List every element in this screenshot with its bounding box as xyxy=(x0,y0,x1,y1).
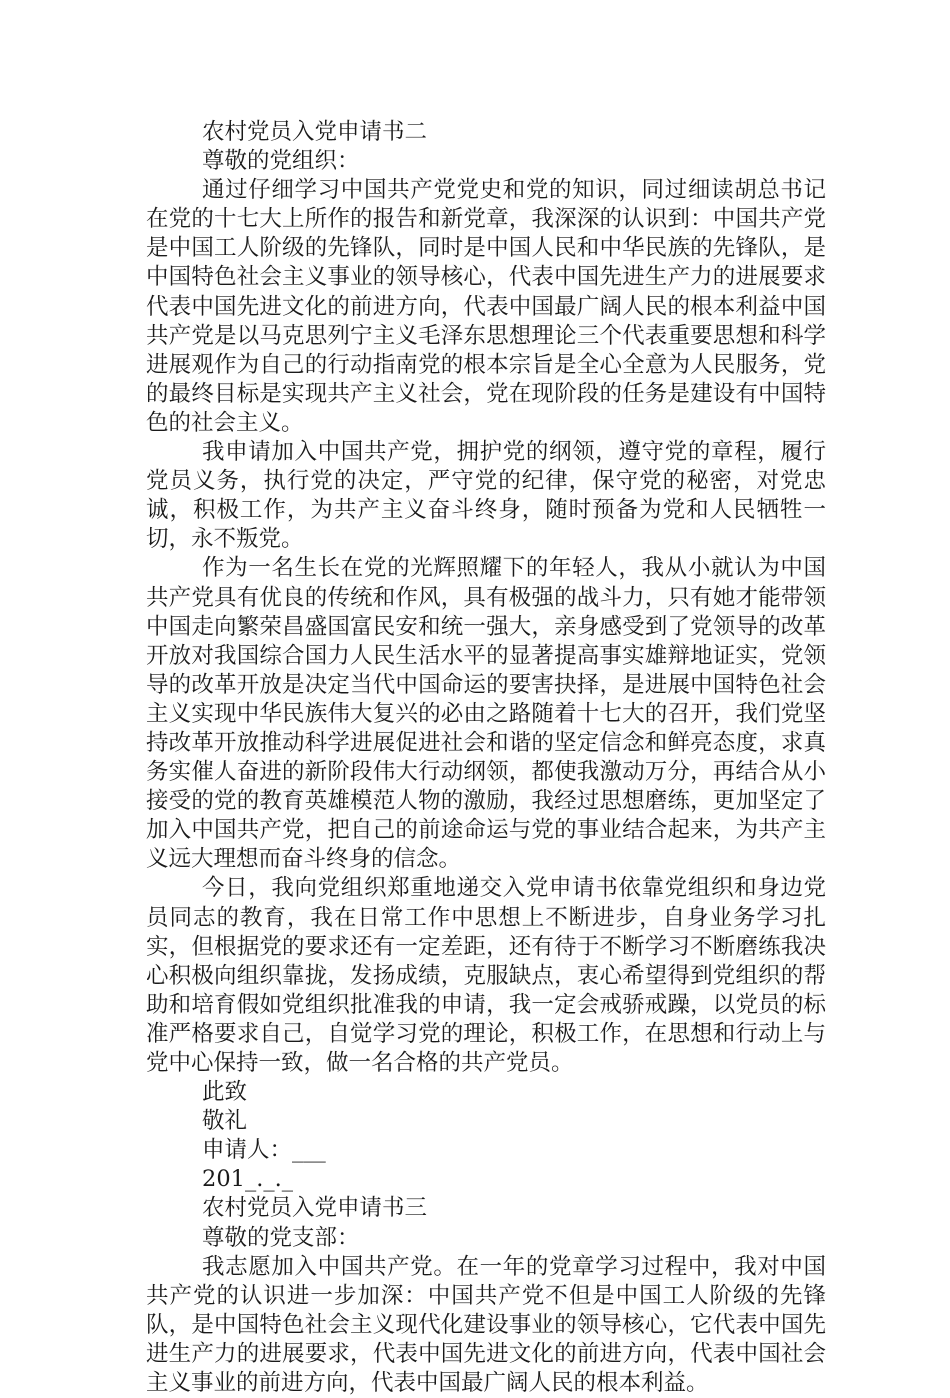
paragraph: 我志愿加入中国共产党。在一年的党章学习过程中，我对中国共产党的认识进一步加深：中国共产党不但是中国工人阶级的先锋队，是中国特色社会主义现代化建设事业的领导核心，它代表中国先进生产力的进展要求，代表中国先进文化的前进方向，代表中国社会主义事业的前进方向，代表中国最广阔人民的根本利益。 xyxy=(146,1253,826,1397)
closing-line: 敬礼 xyxy=(202,1108,248,1135)
paragraph: 通过仔细学习中国共产党党史和党的知识，同过细读胡总书记在党的十七大上所作的报告和新党章，我深深的认识到：中国共产党是中国工人阶级的先锋队，同时是中国人民和中华民族的先锋队，是中国特色社会主义事业的领导核心，代表中国先进生产力的进展要求代表中国先进文化的前进方向，代表中国最广阔人民的根本利益中国共产党是以马克思列宁主义毛泽东思想理论三个代表重要思想和科学进展观作为自己的行动指南党的根本宗旨是全心全意为人民服务，党的最终目标是实现共产主义社会，党在现阶段的任务是建设有中国特色的社会主义。 xyxy=(146,177,826,436)
paragraph: 作为一名生长在党的光辉照耀下的年轻人，我从小就认为中国共产党具有优良的传统和作风，具有极强的战斗力，只有她才能带领中国走向繁荣昌盛国富民安和统一强大，亲身感受到了党领导的改革开放对我国综合国力人民生活水平的显著提高事实雄辩地证实，党领导的改革开放是决定当代中国命运的要害抉择，是进展中国特色社会主义实现中华民族伟大复兴的必由之路随着十七大的召开，我们党坚持改革开放推动科学进展促进社会和谐的坚定信念和鲜亮态度，求真务实催人奋进的新阶段伟大行动纲领，都使我激动万分，再结合从小接受的党的教育英雄模范人物的激励，我经过思想磨练，更加坚定了加入中国共产党，把自己的前途命运与党的事业结合起来，为共产主义远大理想而奋斗终身的信念。 xyxy=(146,555,826,873)
salutation: 尊敬的党组织： xyxy=(202,148,360,175)
salutation: 尊敬的党支部： xyxy=(202,1224,360,1251)
paragraph: 今日，我向党组织郑重地递交入党申请书依靠党组织和身边党员同志的教育，我在日常工作中思想上不断进步，自身业务学习扎实，但根据党的要求还有一定差距，还有待于不断学习不断磨练我决心积极向组织靠拢，发扬成绩，克服缺点，衷心希望得到党组织的帮助和培育假如党组织批准我的申请，我一定会戒骄戒躁，以党员的标准严格要求自己，自觉学习党的理论，积极工作，在思想和行动上与党中心保持一致，做一名合格的共产党员。 xyxy=(146,875,826,1076)
closing-line: 此致 xyxy=(202,1079,248,1106)
paragraph: 我申请加入中国共产党，拥护党的纲领，遵守党的章程，履行党员义务，执行党的决定，严守党的纪律，保守党的秘密，对党忠诚，积极工作，为共产主义奋斗终身，随时预备为党和人民牺牲一切，永不叛党。 xyxy=(146,439,826,553)
section-title: 农村党员入党申请书二 xyxy=(202,119,428,145)
date-line: 201_._._ xyxy=(202,1166,293,1193)
section-title: 农村党员入党申请书三 xyxy=(202,1195,428,1222)
applicant-line: 申请人：___ xyxy=(202,1137,326,1164)
document-page xyxy=(146,118,826,1398)
